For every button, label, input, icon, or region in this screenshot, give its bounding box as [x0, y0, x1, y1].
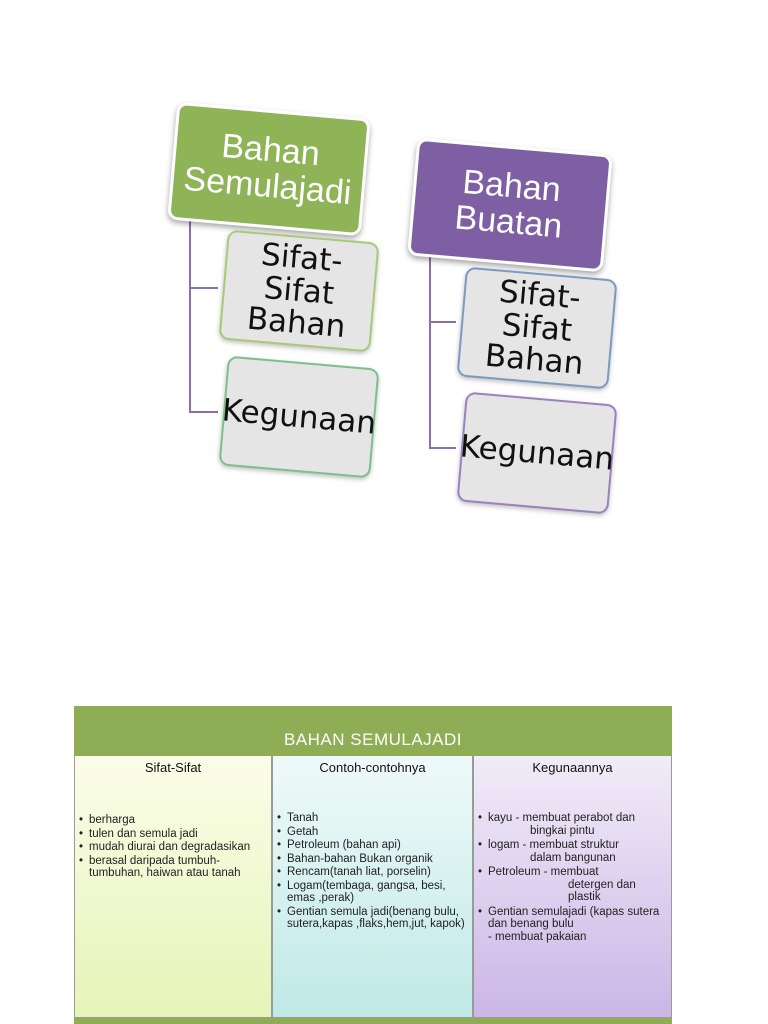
list-item: • Tanah: [275, 812, 469, 825]
column-sifat-sifat: [74, 756, 272, 1018]
kegunaan-line: Petroleum - membuat: [488, 866, 599, 878]
left-connector-line: [190, 215, 218, 412]
list-item: • mudah diurai dan degradasikan: [77, 841, 267, 854]
list-item: • Gentian semula jadi(benang bulu, sutera,kapas ,flaks,hem,jut, kapok): [275, 906, 469, 931]
list-item: • berharga: [77, 814, 267, 827]
table-footer-bar: [74, 1018, 672, 1024]
node-sub-line1: Sifat-Sifat: [497, 273, 583, 349]
list-item: • Rencam(tanah liat, porselin): [275, 866, 469, 879]
column-contoh-contohnya: [272, 756, 473, 1018]
kegunaan-line: plastik: [568, 891, 601, 903]
list-item: • Getah: [275, 826, 469, 839]
node-right-kegunaan: Kegunaan: [456, 392, 617, 515]
column-kegunaannya: [473, 756, 672, 1018]
node-title-line1: Bahan: [460, 163, 563, 210]
list-item: • Bahan-bahan Bukan organik: [275, 853, 469, 866]
list-item: • Logam(tembaga, gangsa, besi, emas ,perak): [275, 880, 469, 905]
list-item: [476, 839, 668, 864]
node-title-line2: Buatan: [453, 198, 564, 246]
node-bahan-semulajadi: [167, 102, 371, 236]
kegunaan-line: bingkai pintu: [530, 824, 595, 837]
list-item: • Petroleum (bahan api): [275, 839, 469, 852]
node-title-line1: Bahan: [219, 127, 322, 174]
contoh-list: [275, 812, 469, 932]
kegunaan-line: logam - membuat struktur: [488, 839, 620, 851]
bahan-semulajadi-table: [74, 706, 672, 1024]
list-item: • tulen dan semula jadi: [77, 828, 267, 841]
column-header: Sifat-Sifat: [144, 760, 202, 775]
column-header: Contoh-contohnya: [319, 760, 426, 775]
kegunaan-line: - membuat pakaian: [488, 930, 587, 943]
kegunaan-line: kayu - membuat perabot dan: [488, 812, 636, 824]
node-sub-line2: Bahan: [245, 300, 347, 346]
node-bahan-buatan: [407, 138, 613, 273]
kegunaan-list: [476, 812, 668, 945]
list-item: [476, 812, 668, 837]
node-sub-line2: Bahan: [483, 337, 585, 383]
node-left-kegunaan: Kegunaan: [218, 356, 379, 479]
kegunaan-line: detergen dan: [568, 878, 636, 891]
node-right-sifat-sifat-bahan: [456, 267, 617, 390]
list-item: [476, 866, 668, 904]
list-item: [476, 906, 668, 944]
node-sub-line1: Sifat-Sifat: [259, 236, 345, 312]
kegunaan-line: Gentian semulajadi (kapas sutera dan benang bulu: [488, 905, 660, 930]
sifat-list: [77, 814, 267, 881]
list-item: • berasal daripada tumbuh-tumbuhan, haiwan atau tanah: [77, 855, 267, 880]
right-connector-line: [430, 245, 456, 448]
table-title: BAHAN SEMULAJADI: [74, 706, 672, 756]
column-header: Kegunaannya: [532, 760, 613, 775]
kegunaan-line: dalam bangunan: [530, 851, 616, 864]
node-left-sifat-sifat-bahan: [218, 230, 379, 353]
node-title-line2: Semulajadi: [182, 159, 353, 213]
